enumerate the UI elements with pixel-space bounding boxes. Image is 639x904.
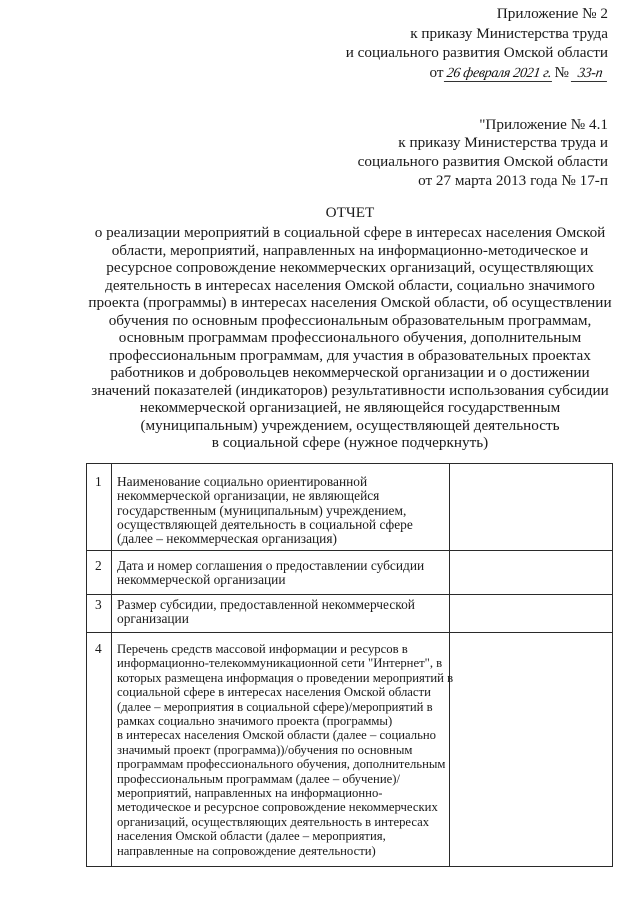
row-label-line: некоммерческой организации [117, 572, 286, 588]
table-row [87, 633, 613, 867]
report-subtitle-line: обучения по основным профессиональным образовательным программам, [108, 311, 592, 329]
row-number: 1 [95, 474, 102, 489]
row-label-line: Перечень средств массовой информации и ресурсов в [117, 642, 408, 656]
row-value-cell [450, 464, 613, 551]
table-row [87, 595, 613, 633]
row-label-cell [112, 595, 450, 633]
row-label-line: Размер субсидии, предоставленной некоммерческой [117, 597, 415, 612]
appendix-title: Приложение № 2 [496, 5, 608, 22]
report-subtitle-line: деятельность в интересах населения Омской области, социально значимого [105, 276, 595, 294]
report-heading [80, 204, 620, 452]
row-label-line: (далее – некоммерческая организация) [117, 531, 337, 547]
row-number: 4 [95, 641, 102, 656]
appendix-header [346, 4, 608, 82]
row-number-cell [87, 551, 112, 595]
row-label-line: программам профессионального обучения, дополнительным [117, 757, 446, 772]
report-subtitle-line: ресурсное сопровождение некоммерческих организаций, осуществляющих [106, 259, 594, 277]
date-prefix: от [429, 63, 444, 81]
amended-appendix-line: к приказу Министерства труда и [398, 134, 608, 152]
row-label-line: (далее – мероприятия в социальной сфере)/мероприятий в [117, 699, 433, 714]
report-subtitle-line: основным программам профессионального обучения, дополнительным [118, 329, 582, 347]
row-label-line: направленные на сопровождение деятельности) [117, 843, 376, 858]
row-value-cell [450, 551, 613, 595]
amended-appendix-line: социального развития Омской области [357, 153, 608, 170]
amended-appendix-line: "Приложение № 4.1 [479, 115, 608, 133]
report-subtitle-line: работников и добровольцев некоммерческой организации и о достижении [110, 364, 590, 382]
report-title: ОТЧЕТ [325, 204, 375, 221]
row-label-cell [112, 633, 454, 867]
row-number-cell [87, 595, 112, 633]
row-number-cell [87, 633, 112, 867]
table-row [87, 551, 613, 595]
row-label-line: профессиональным программам (далее – обучение)/ [117, 771, 401, 786]
row-label-cell [112, 464, 450, 551]
handwritten-date: 26 февраля 2021 г. [445, 66, 552, 81]
row-number: 3 [95, 597, 102, 612]
row-value-cell [450, 595, 613, 633]
row-label-line: организаций, осуществляющих деятельность в интересах [117, 814, 430, 829]
table-row [87, 464, 613, 551]
report-subtitle-line: профессиональным программам, для участия в образовательных проектах [109, 346, 591, 364]
row-number-cell [87, 464, 112, 551]
report-subtitle-line: проекта (программы) в интересах населения Омской области, об осуществлении [88, 294, 612, 312]
row-label-line: Наименование социально ориентированной [117, 474, 368, 489]
report-subtitle-line: значений показателей (индикаторов) результативности использования субсидии [91, 381, 609, 399]
amended-appendix-line: от 27 марта 2013 года № 17-п [418, 171, 608, 189]
appendix-date-row [346, 63, 608, 83]
appendix-ministry-line: и социального развития Омской области [345, 44, 608, 61]
report-subtitle-line: о реализации мероприятий в социальной сфере в интересах населения Омской [94, 224, 606, 242]
row-label-line: мероприятий, направленных на информационно- [117, 786, 383, 801]
row-label-line: в интересах населения Омской области (далее – социально [117, 728, 437, 743]
report-subtitle-line: в социальной сфере (нужное подчеркнуть) [211, 434, 489, 452]
row-label-line: Дата и номер соглашения о предоставлении субсидии [117, 558, 425, 573]
row-label-line: социальной сфере в интересах населения Омской области [117, 685, 431, 700]
row-label-line: рамках социально значимого проекта (программы) [117, 714, 393, 729]
amended-appendix-block [358, 116, 608, 191]
report-subtitle-line: некоммерческой организацией, не являющейся государственным [139, 399, 561, 417]
report-subtitle [80, 224, 620, 452]
row-label-cell [112, 551, 450, 595]
row-label-line: методическое и ресурсное сопровождение некоммерческих [117, 800, 438, 815]
appendix-order-line: к приказу Министерства труда [410, 24, 608, 42]
row-value-cell [450, 633, 613, 867]
handwritten-number: 33-п [571, 66, 609, 82]
row-label-line: государственным (муниципальным) учреждением, [117, 502, 407, 518]
row-label-line: значимый проект (программа))/обучения по основным [117, 742, 413, 757]
row-label-line: некоммерческой организации, не являющейся [117, 488, 380, 504]
number-sign: № [554, 63, 569, 81]
report-table [86, 463, 613, 867]
report-table-body [87, 464, 613, 867]
row-label-line: осуществляющей деятельность в социальной сфере [117, 516, 413, 532]
report-subtitle-line: области, мероприятий, направленных на информационно-методическое и [111, 241, 589, 259]
row-label-line: которых размещена информация о проведении мероприятий в [117, 670, 454, 685]
report-subtitle-line: (муниципальным) учреждением, осуществляющей деятельность [140, 416, 560, 434]
row-label-line: населения Омской области (далее – мероприятия, [117, 829, 386, 844]
row-label-line: информационно-телекоммуникационной сети "Интернет", в [117, 656, 443, 671]
row-number: 2 [95, 558, 102, 573]
row-label-line: организации [117, 611, 189, 627]
